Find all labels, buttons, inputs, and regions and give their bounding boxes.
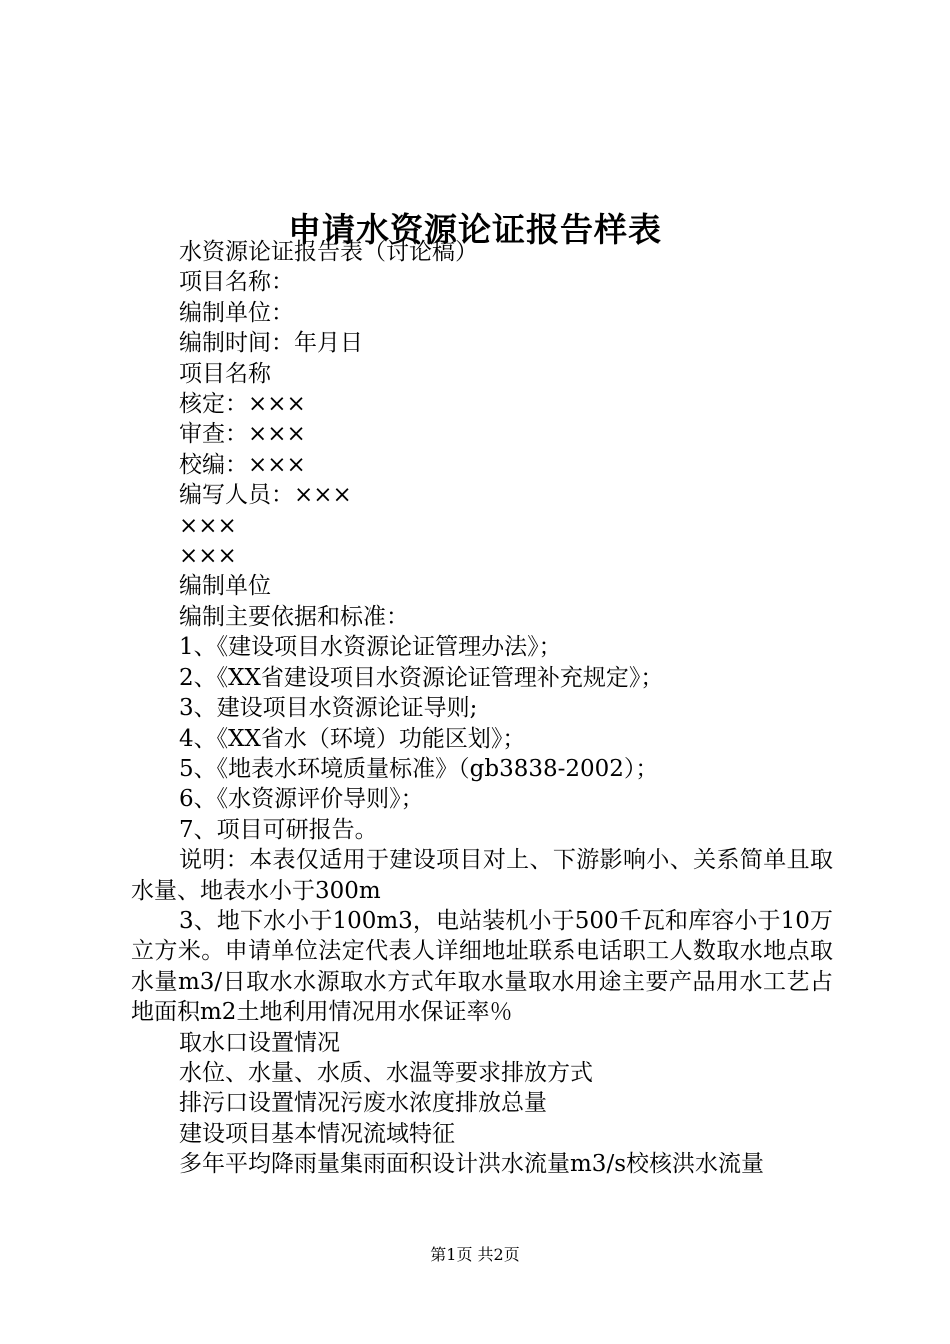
list-item-basis-2: 2、《XX省建设项目水资源论证管理补充规定》； xyxy=(179,664,664,691)
paragraph-project-name-field: 项目名称： xyxy=(179,269,294,296)
paragraph-note: 说明：本表仅适用于建设项目对上、下游影响小、关系简单且取水量、地表水小于300m xyxy=(131,847,833,904)
list-item-basis-7: 7、项目可研报告。 xyxy=(179,816,378,843)
paragraph-approver: 核定：××× xyxy=(179,391,306,418)
paragraph-water-requirements: 水位、水量、水质、水温等要求排放方式 xyxy=(179,1059,593,1086)
paragraph-writers: 编写人员：××× xyxy=(179,482,352,509)
list-item-basis-3: 3、建设项目水资源论证导则; xyxy=(179,695,478,722)
paragraph-writer-extra-1: ××× xyxy=(179,512,237,539)
paragraph-subtitle: 水资源论证报告表（讨论稿） xyxy=(179,239,478,265)
document-body xyxy=(131,237,833,1180)
page-footer: 第1页 共2页 xyxy=(430,1245,520,1264)
paragraph-project-basics: 建设项目基本情况流域特征 xyxy=(179,1120,455,1147)
list-item-basis-5: 5、《地表水环境质量标准》（gb3838-2002）； xyxy=(179,755,659,782)
list-item-basis-6: 6、《水资源评价导则》； xyxy=(179,786,424,813)
paragraph-rainfall-flood: 多年平均降雨量集雨面积设计洪水流量m3/s校核洪水流量 xyxy=(179,1151,764,1178)
paragraph-writer-extra-2: ××× xyxy=(179,543,237,570)
list-item-basis-4: 4、《XX省水（环境）功能区划》； xyxy=(179,725,526,752)
paragraph-basis-heading: 编制主要依据和标准： xyxy=(179,603,409,630)
paragraph-project-name: 项目名称 xyxy=(179,360,271,387)
paragraph-compiling-unit-field: 编制单位： xyxy=(179,299,294,326)
list-item-basis-1: 1、《建设项目水资源论证管理办法》； xyxy=(179,634,562,661)
paragraph-compiling-unit: 编制单位 xyxy=(179,573,271,600)
paragraph-outfall-setup: 排污口设置情况污废水浓度排放总量 xyxy=(179,1090,547,1117)
paragraph-reviewer: 审查：××× xyxy=(179,421,306,448)
paragraph-note-continued: 3、地下水小于100m3，电站装机小于500千瓦和库容小于10万立方米。申请单位法定代表人详细地址联系电话职工人数取水地点取水量m3/日取水水源取水方式年取水量取水用途主要产品用水工艺占地面积m2土地利用情况用水保证率％ xyxy=(131,907,833,1026)
page-title: 申请水资源论证报告样表 xyxy=(288,210,662,250)
paragraph-compiling-time-field: 编制时间：年月日 xyxy=(179,330,363,357)
paragraph-intake-setup: 取水口设置情况 xyxy=(179,1029,340,1056)
paragraph-editor: 校编：××× xyxy=(179,451,306,478)
